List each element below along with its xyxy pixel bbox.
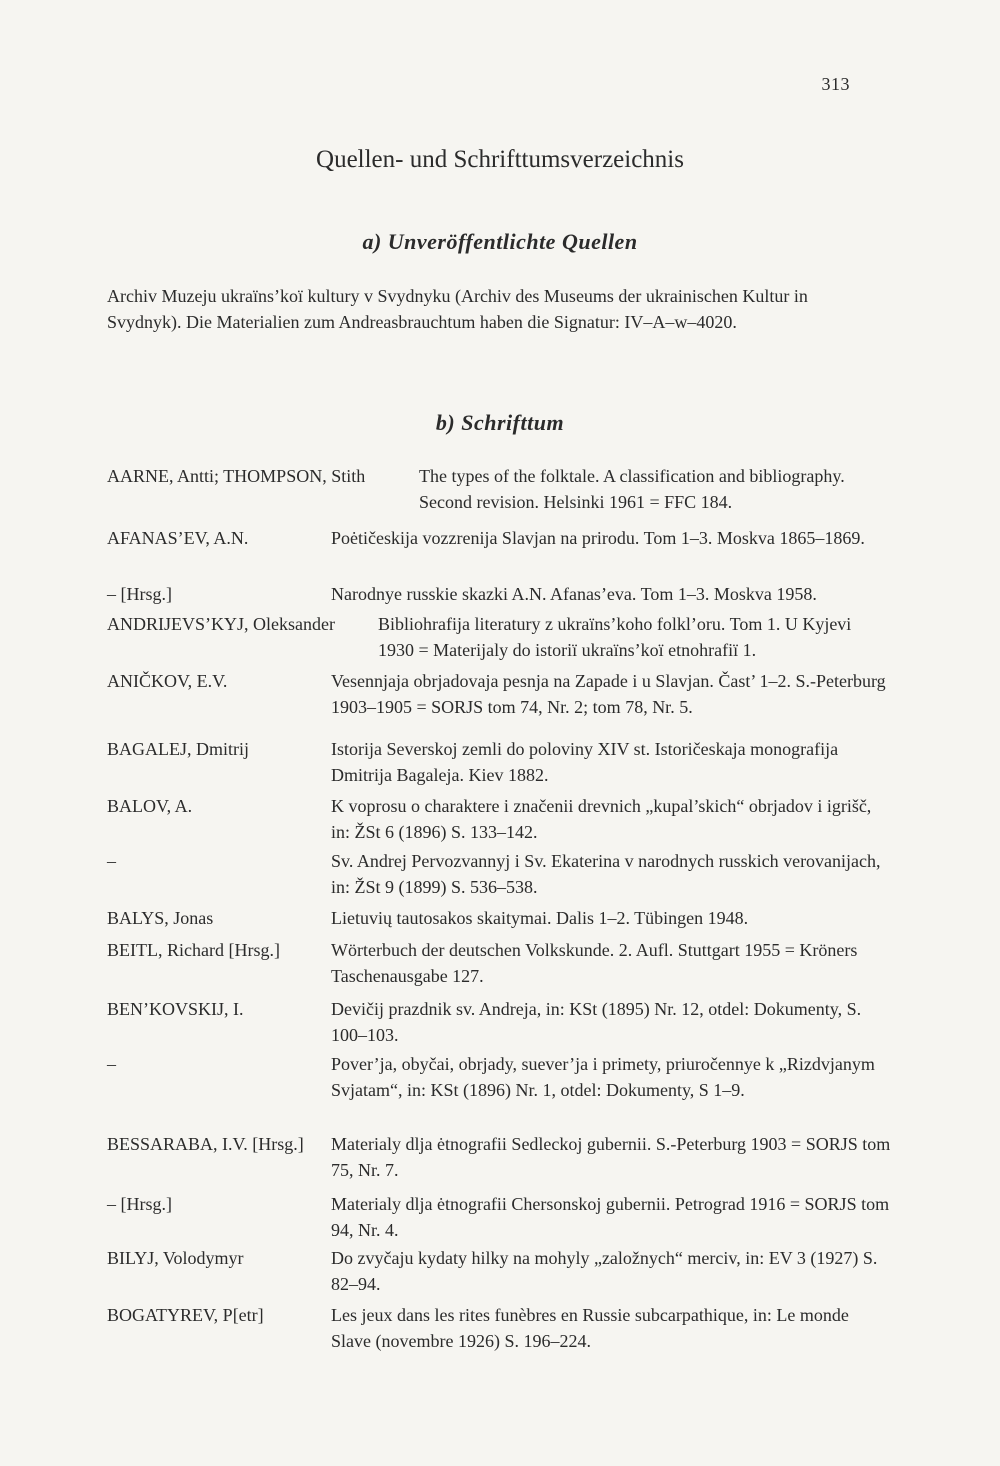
entry-title: Les jeux dans les rites funèbres en Russie subcarpathique, in: Le monde Slave (novembre 1926) S. 196–224. <box>331 1305 849 1351</box>
entry-author: BESSARABA, I.V. [Hrsg.] <box>107 1134 304 1154</box>
entry-author: BALYS, Jonas <box>107 908 214 928</box>
entry-author: – <box>107 1054 116 1074</box>
entry-title: Vesennjaja obrjadovaja pesnja na Zapade i u Slavjan. Čast’ 1–2. S.-Peterburg 1903–1905 = SORJS tom 74, Nr. 2; tom 78, Nr. 5. <box>331 671 886 717</box>
entry-author: BEITL, Richard [Hrsg.] <box>107 940 280 960</box>
entry-title: Materialy dlja ėtnografii Sedleckoj gubernii. S.-Peterburg 1903 = SORJS tom 75, Nr. 7. <box>331 1134 891 1180</box>
entry-author: AFANAS’EV, A.N. <box>107 528 249 548</box>
section-heading-unpublished: a) Unveröffentlichte Quellen <box>362 229 638 254</box>
entry-title: Pover’ja, obyčai, obrjady, suever’ja i primety, priuročennye k „Rizdvjanym Svjatam“, in: KSt (1896) Nr. 1, otdel: Dokumenty, S 1–9. <box>331 1054 875 1100</box>
entry-author: ANIČKOV, E.V. <box>107 671 228 691</box>
entry-author: BEN’KOVSKIJ, I. <box>107 999 244 1019</box>
entry-title: The types of the folktale. A classification and bibliography. Second revision. Helsinki 1961 = FFC 184. <box>419 466 845 512</box>
entry-author: AARNE, Antti; THOMPSON, Stith <box>107 466 366 486</box>
entry-title: Do zvyčaju kydaty hilky na mohyly „založnych“ merciv, in: EV 3 (1927) S. 82–94. <box>331 1248 878 1294</box>
entry-author: BILYJ, Volodymyr <box>107 1248 244 1268</box>
entry-author: BOGATYREV, P[etr] <box>107 1305 264 1325</box>
entry-title: Sv. Andrej Pervozvannyj i Sv. Ekaterina v narodnych russkich verovanijach, in: ŽSt 9 (1899) S. 536–538. <box>331 851 881 897</box>
entry-title: Devičij prazdnik sv. Andreja, in: KSt (1895) Nr. 12, otdel: Dokumenty, S. 100–103. <box>331 999 862 1045</box>
entry-author: BALOV, A. <box>107 796 193 816</box>
entry-title: Bibliohrafija literatury z ukraïns’koho folkl’oru. Tom 1. U Kyjevi 1930 = Materijaly do istoriï ukraïns’koï etnohrafiï 1. <box>378 614 852 660</box>
page-number: 313 <box>821 74 850 94</box>
entry-title: K voprosu o charaktere i značenii drevnich „kupal’skich“ obrjadov i igrišč, in: ŽSt 6 (1896) S. 133–142. <box>331 796 872 842</box>
entry-title: Istorija Severskoj zemli do poloviny XIV st. Istoričeskaja monografija Dmitrija Bagaleja. Kiev 1882. <box>331 739 839 785</box>
entry-author: – [Hrsg.] <box>107 1194 172 1214</box>
unpublished-sources-text: Archiv Muzeju ukraïns’koï kultury v Svydnyku (Archiv des Museums der ukrainischen Kultur in Svydnyk). Die Materialien zum Andreasbrauchtum haben die Signatur: IV–A–w–4020. <box>107 286 808 332</box>
entry-author: – <box>107 851 116 871</box>
page-title: Quellen- und Schrifttumsverzeichnis <box>316 146 684 173</box>
entry-author: ANDRIJEVS’KYJ, Oleksander <box>107 614 335 634</box>
entry-author: BAGALEJ, Dmitrij <box>107 739 249 759</box>
section-heading-literature: b) Schrifttum <box>435 410 565 435</box>
entry-title: Wörterbuch der deutschen Volkskunde. 2. Aufl. Stuttgart 1955 = Kröners Taschenausgabe 127. <box>331 940 858 986</box>
entry-title: Lietuvių tautosakos skaitymai. Dalis 1–2. Tübingen 1948. <box>331 908 749 928</box>
entry-title: Narodnye russkie skazki A.N. Afanas’eva. Tom 1–3. Moskva 1958. <box>331 584 817 604</box>
entry-title: Materialy dlja ėtnografii Chersonskoj gubernii. Petrograd 1916 = SORJS tom 94, Nr. 4. <box>331 1194 890 1240</box>
entry-title: Poėtičeskija vozzrenija Slavjan na prirodu. Tom 1–3. Moskva 1865–1869. <box>331 528 865 548</box>
entry-author: – [Hrsg.] <box>107 584 172 604</box>
